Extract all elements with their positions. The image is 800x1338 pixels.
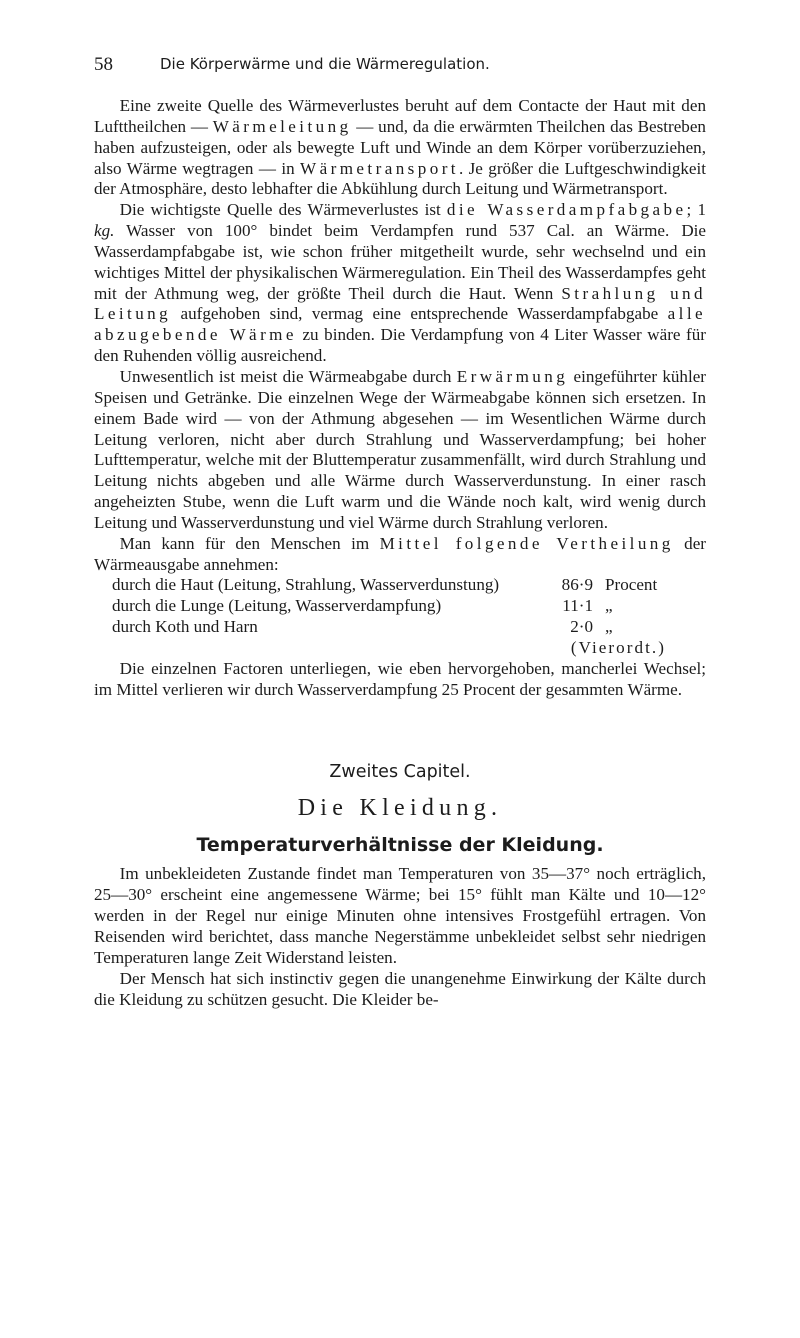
- emphasis-mittel-vertheilung: Mittel folgende Vertheilung: [379, 533, 674, 553]
- distribution-unit: Procent: [605, 575, 658, 595]
- text-run: Wasser von 100° bindet beim Verdampfen rund 537 Cal. an Wärme. Die Wasserdampfabgabe ist, wie schon früher mitgetheilt wurde, sehr wechselnd und ein wichtiges Mittel der physikalischen Wärmeregulation. Ein Theil des Wasserdampfes geht mit der Athmung weg, der größte Theil durch die Haut. Wenn: [94, 221, 706, 303]
- heat-distribution-table: [94, 575, 706, 658]
- text-run: aufgehoben sind, vermag eine entsprechende Wasserdampfabgabe: [171, 304, 668, 324]
- text-run: Im unbekleideten Zustande findet man Temperaturen von 35—37° noch erträglich, 25—30° erscheint eine angemessene Wärme; bei 15° fühlt man Kälte und 10—12° werden in der Regel nur einige Minuten ohne intensives Frostgefühl ertragen. Von Reisenden wird berichtet, dass manche Negerstämme unbekleidet selbst sehr niedrigen Temperaturen lange Zeit Widerstand leisten.: [94, 864, 706, 967]
- emphasis-waermetransport: Wärmetransport: [300, 158, 459, 178]
- paragraph-heat-distribution-intro: [94, 534, 706, 576]
- paragraph-water-vapour: [94, 200, 706, 367]
- section-title: Temperaturverhältnisse der Kleidung.: [196, 834, 604, 857]
- distribution-label: durch die Lunge (Leitung, Wasserverdampfung): [112, 596, 442, 616]
- chapter-label: Zweites Capitel.: [329, 762, 471, 783]
- emphasis-waermeleitung: Wärmeleitung: [212, 116, 352, 136]
- text-run: . Je größer die Luftgeschwindigkeit der Atmosphäre, desto lebhafter die Abkühlung durch Leitung und Wärmetransport.: [94, 158, 706, 199]
- text-run: Die wichtigste Quelle des Wärmeverlustes ist: [119, 200, 447, 220]
- source-citation: (Vierordt.): [570, 637, 666, 657]
- paragraph-factors: [94, 659, 706, 701]
- chapter-title: Die Kleidung.: [297, 795, 503, 822]
- text-run: zu binden. Die Verdampfung von 4 Liter Wasser wäre für den Ruhenden völlig ausreichend.: [94, 325, 706, 366]
- text-run: Man kann für den Menschen im: [119, 533, 380, 553]
- distribution-unit: „: [605, 596, 613, 616]
- page-body: [94, 96, 706, 1010]
- table-row: [94, 596, 706, 617]
- paragraph-warming-of-food: [94, 367, 706, 534]
- distribution-unit: „: [605, 617, 613, 637]
- page-header: [94, 54, 714, 78]
- distribution-label: durch die Haut (Leitung, Strahlung, Wasserverdunstung): [112, 575, 500, 595]
- paragraph-clothing-protection: [94, 969, 706, 1011]
- text-run: Der Mensch hat sich instinctiv gegen die unangenehme Einwirkung der Kälte durch die Kleidung zu schützen gesucht. Die Kleider be-: [94, 968, 706, 1009]
- text-run: eingeführter kühler Speisen und Getränke. Die einzelnen Wege der Wärmeabgabe können sich ersetzen. In einem Bade wird — von der Athmung abgesehen — im Wesentlichen Wärme durch Leitung verloren, nicht aber durch Strahlung und Wasserverdampfung; bei hoher Lufttemperatur, welche mit der Bluttemperatur zusammenfällt, wird durch Strahlung und Leitung nichts abgeben und alle Wärme durch Wasserverdunstung. In einer rasch angeheizten Stube, wenn die Luft warm und die Wände noch kalt, wird wenig durch Leitung und Wasserverdunstung und viel Wärme durch Strahlung verloren.: [94, 366, 706, 532]
- text-run: Die einzelnen Factoren unterliegen, wie eben hervorgehoben, mancherlei Wechsel; im Mittel verlieren wir durch Wasserverdampfung 25 Procent der gesammten Wärme.: [94, 658, 706, 699]
- text-run: Eine zweite Quelle des Wärmeverlustes beruht auf dem Contacte der Haut mit den Lufttheilchen —: [94, 96, 706, 136]
- text-run: der Wärmeausgabe annehmen:: [94, 533, 706, 574]
- distribution-label: durch Koth und Harn: [112, 617, 258, 637]
- paragraph-contact-heat-loss: [94, 96, 706, 200]
- text-run: ; 1: [686, 200, 706, 220]
- emphasis-erwaermung: Erwärmung: [456, 366, 569, 386]
- distribution-value: 2·0: [570, 617, 593, 637]
- table-row: [94, 617, 706, 638]
- paragraph-unclothed-temperatures: [94, 864, 706, 968]
- table-row: [94, 575, 706, 596]
- emphasis-wasserdampfabgabe: die Wasserdampfabgabe: [446, 200, 687, 220]
- text-run: Unwesentlich ist meist die Wärmeabgabe durch: [119, 366, 457, 386]
- italic-unit-kg: kg.: [94, 221, 115, 241]
- emphasis-strahlung-leitung: Strahlung und Leitung: [94, 283, 706, 324]
- running-head: Die Körperwärme und die Wärmeregulation.: [160, 55, 490, 73]
- distribution-value: 11·1: [562, 596, 593, 616]
- page-number: 58: [94, 54, 113, 75]
- distribution-value: 86·9: [561, 575, 593, 595]
- text-run: — und, da die erwärmten Theilchen das Bestreben haben aufzusteigen, oder als bewegte Luft und Winde an dem Körper vorüberzuziehen, also Wärme wegtragen — in: [94, 116, 706, 178]
- emphasis-alle-waerme: alle abzugebende Wärme: [94, 304, 706, 345]
